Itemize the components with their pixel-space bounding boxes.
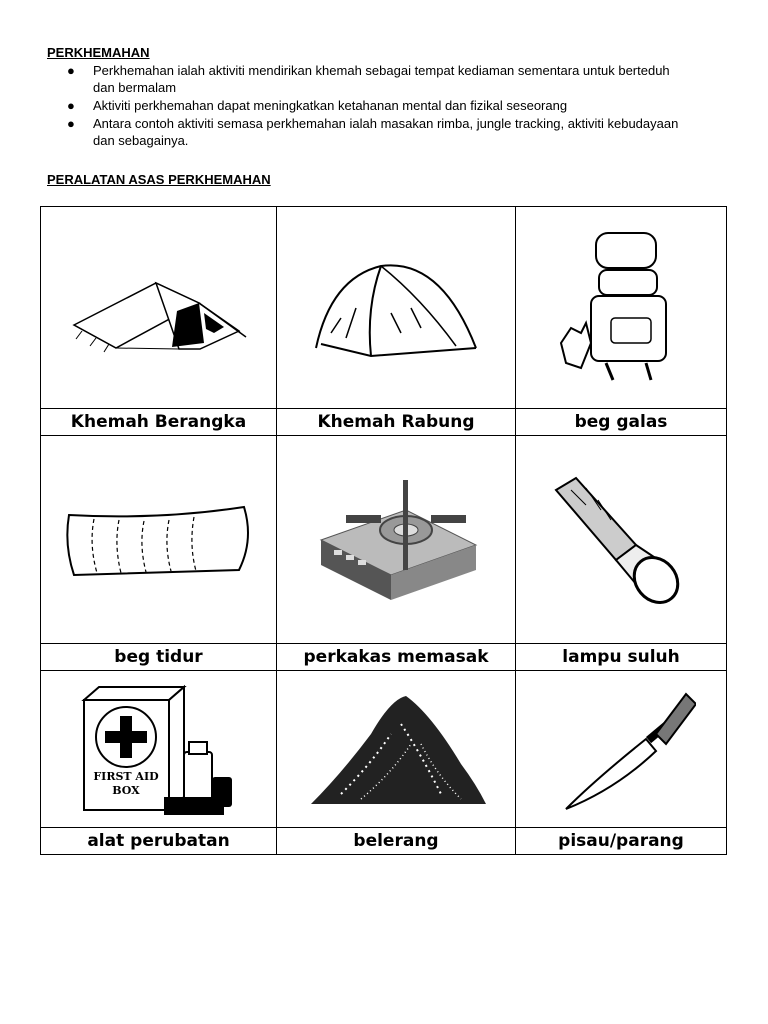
bullet-icon: ● — [67, 98, 75, 113]
equipment-table — [40, 206, 727, 855]
flashlight-icon — [546, 470, 696, 610]
image-cell — [41, 207, 277, 409]
knife-icon — [546, 679, 696, 819]
list-item — [47, 115, 687, 149]
camping-stove-icon — [306, 475, 486, 605]
backpack-icon — [551, 228, 691, 388]
image-cell — [277, 671, 516, 828]
bullet-text: Perkhemahan ialah aktiviti mendirikan khemah sebagai tempat kediaman sementara untuk berteduh dan bermalam — [93, 63, 670, 95]
first-aid-kit-icon — [74, 682, 244, 817]
image-cell — [41, 671, 277, 828]
dome-tent-icon — [301, 238, 491, 378]
sulfur-pile-icon — [301, 684, 491, 814]
image-cell — [516, 436, 727, 644]
bullet-text: Antara contoh aktiviti semasa perkhemahan ialah masakan rimba, jungle tracking, aktiviti kebudayaan dan sebagainya. — [93, 116, 679, 148]
item-label: belerang — [277, 828, 516, 855]
bullet-icon: ● — [67, 116, 75, 131]
item-label: lampu suluh — [516, 644, 727, 671]
section-title-peralatan: PERALATAN ASAS PERKHEMAHAN — [47, 172, 271, 187]
sleeping-bag-icon — [59, 495, 259, 585]
first-aid-text: FIRST AID — [92, 769, 159, 783]
item-label: Khemah Rabung — [277, 409, 516, 436]
bullet-list — [47, 62, 687, 150]
item-label: beg tidur — [41, 644, 277, 671]
list-item — [47, 97, 687, 114]
item-label: beg galas — [516, 409, 727, 436]
item-label: perkakas memasak — [277, 644, 516, 671]
item-label: pisau/parang — [516, 828, 727, 855]
bullet-text: Aktiviti perkhemahan dapat meningkatkan ketahanan mental dan fizikal seseorang — [93, 98, 568, 113]
image-cell — [41, 436, 277, 644]
image-cell — [277, 436, 516, 644]
frame-tent-icon — [54, 253, 264, 363]
item-label: Khemah Berangka — [41, 409, 277, 436]
image-cell — [516, 207, 727, 409]
item-label: alat perubatan — [41, 828, 277, 855]
list-item — [47, 62, 687, 96]
image-cell — [516, 671, 727, 828]
section-title-perkhemahan: PERKHEMAHAN — [47, 45, 150, 60]
bullet-icon: ● — [67, 63, 75, 78]
first-aid-text: BOX — [111, 783, 140, 797]
image-cell — [277, 207, 516, 409]
